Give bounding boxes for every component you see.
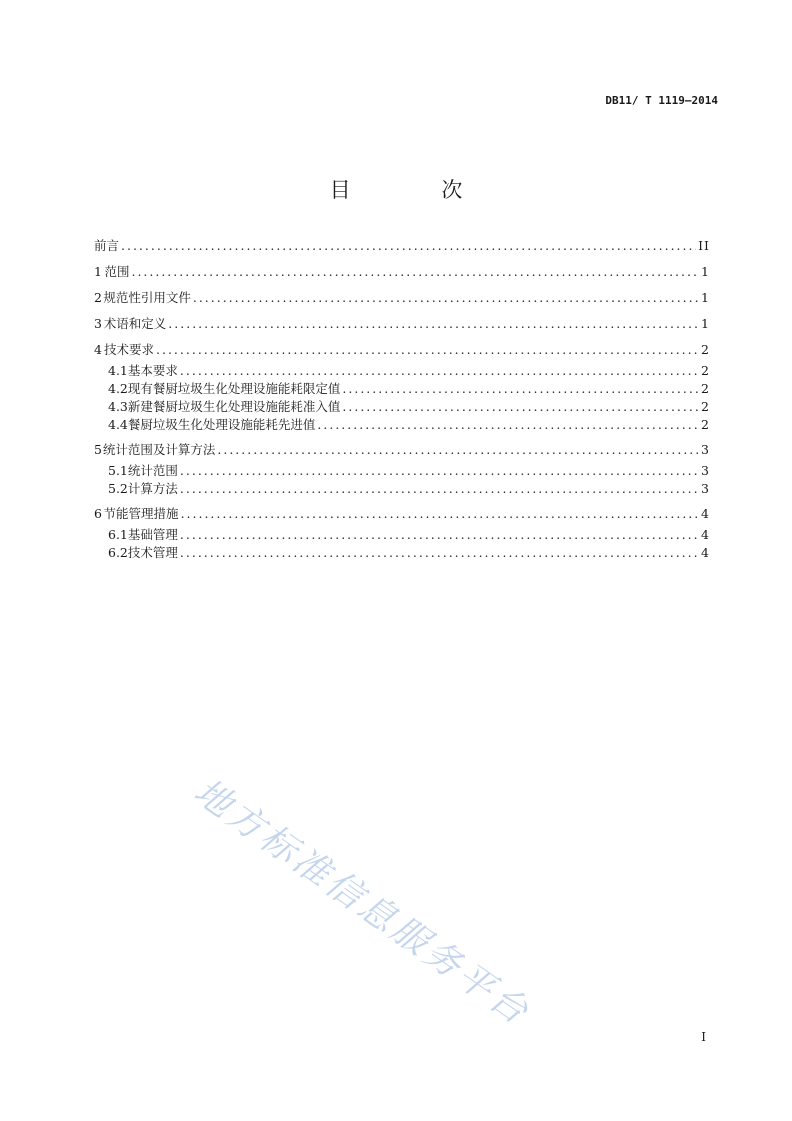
toc-entry[interactable] [94, 544, 710, 562]
toc-leader-dots [342, 398, 699, 416]
toc-entry[interactable] [94, 462, 710, 480]
toc-leader-dots [217, 440, 699, 460]
toc-entry[interactable] [94, 262, 710, 282]
toc-entry[interactable] [94, 526, 710, 544]
toc-leader-dots [193, 288, 699, 308]
toc-entry-label: 计算方法 [127, 481, 178, 496]
toc-leader-dots [180, 544, 699, 562]
toc-leader-dots [121, 236, 696, 256]
toc-entry-number: 5.1 [108, 463, 128, 478]
watermark: 地方标准信息服务平台 [186, 771, 538, 1035]
toc-entry-page: 2 [701, 417, 710, 432]
page-number: I [701, 1030, 706, 1044]
toc-leader-dots [180, 462, 699, 480]
toc-title: 目 次 [329, 178, 505, 202]
toc-entry[interactable] [94, 288, 710, 308]
toc-leader-dots [342, 380, 699, 398]
toc-entry[interactable] [94, 314, 710, 334]
toc-entry-page: 3 [701, 442, 710, 457]
toc-entry-label: 基本要求 [127, 363, 178, 378]
toc-entry[interactable] [94, 380, 710, 398]
toc-entry-number: 4 [94, 342, 102, 357]
toc-entry-label: 现有餐厨垃圾生化处理设施能耗限定值 [127, 381, 341, 396]
toc-entry[interactable] [94, 416, 710, 434]
toc-entry-page: 2 [701, 342, 710, 357]
toc-entry-page: 1 [701, 264, 710, 279]
toc-entry-label: 餐厨垃圾生化处理设施能耗先进值 [127, 417, 316, 432]
toc-leader-dots [180, 362, 699, 380]
toc-entry[interactable] [94, 340, 710, 360]
toc-entry[interactable] [94, 236, 710, 256]
toc-entry-label: 节能管理措施 [103, 506, 179, 521]
toc-entry-label: 前言 [94, 238, 120, 253]
toc-entry-number: 4.3 [108, 399, 128, 414]
toc-entry[interactable] [94, 440, 710, 460]
toc-entry-number: 4.4 [108, 417, 128, 432]
toc-entry[interactable] [94, 398, 710, 416]
toc-entry-number: 3 [94, 316, 102, 331]
toc-leader-dots [181, 504, 699, 524]
toc-entry-label: 新建餐厨垃圾生化处理设施能耗准入值 [127, 399, 341, 414]
toc-entry-label: 技术管理 [127, 545, 178, 560]
toc-entry-number: 1 [94, 264, 102, 279]
toc-entry-label: 规范性引用文件 [103, 290, 191, 305]
toc-entry-number: 6.2 [108, 545, 128, 560]
toc-entry-page: 2 [701, 399, 710, 414]
table-of-contents [94, 236, 710, 562]
toc-entry-page: 2 [701, 381, 710, 396]
toc-entry-page: II [698, 238, 710, 253]
toc-entry-page: 1 [701, 316, 710, 331]
toc-entry-number: 4.1 [108, 363, 128, 378]
toc-entry-page: 4 [701, 527, 710, 542]
toc-leader-dots [168, 314, 699, 334]
toc-entry-page: 3 [701, 481, 710, 496]
toc-entry-label: 技术要求 [104, 342, 155, 357]
toc-leader-dots [180, 526, 699, 544]
toc-entry-label: 基础管理 [127, 527, 178, 542]
toc-entry[interactable] [94, 480, 710, 498]
toc-entry-number: 2 [94, 290, 102, 305]
toc-entry-number: 6.1 [108, 527, 128, 542]
toc-entry-page: 1 [701, 290, 710, 305]
toc-entry-number: 5.2 [108, 481, 128, 496]
document-code: DB11/ T 1119—2014 [605, 94, 718, 107]
toc-leader-dots [317, 416, 699, 434]
toc-entry-page: 4 [701, 506, 710, 521]
toc-entry-number: 6 [94, 506, 102, 521]
toc-leader-dots [156, 340, 699, 360]
toc-entry-label: 范围 [104, 264, 130, 279]
toc-entry[interactable] [94, 504, 710, 524]
toc-entry-label: 统计范围 [127, 463, 178, 478]
toc-entry-number: 4.2 [108, 381, 128, 396]
toc-entry-number: 5 [94, 442, 102, 457]
toc-entry[interactable] [94, 362, 710, 380]
toc-leader-dots [180, 480, 699, 498]
toc-entry-label: 术语和定义 [103, 316, 167, 331]
toc-entry-page: 4 [701, 545, 710, 560]
toc-leader-dots [131, 262, 699, 282]
toc-entry-label: 统计范围及计算方法 [102, 442, 216, 457]
toc-entry-page: 3 [701, 463, 710, 478]
toc-entry-page: 2 [701, 363, 710, 378]
